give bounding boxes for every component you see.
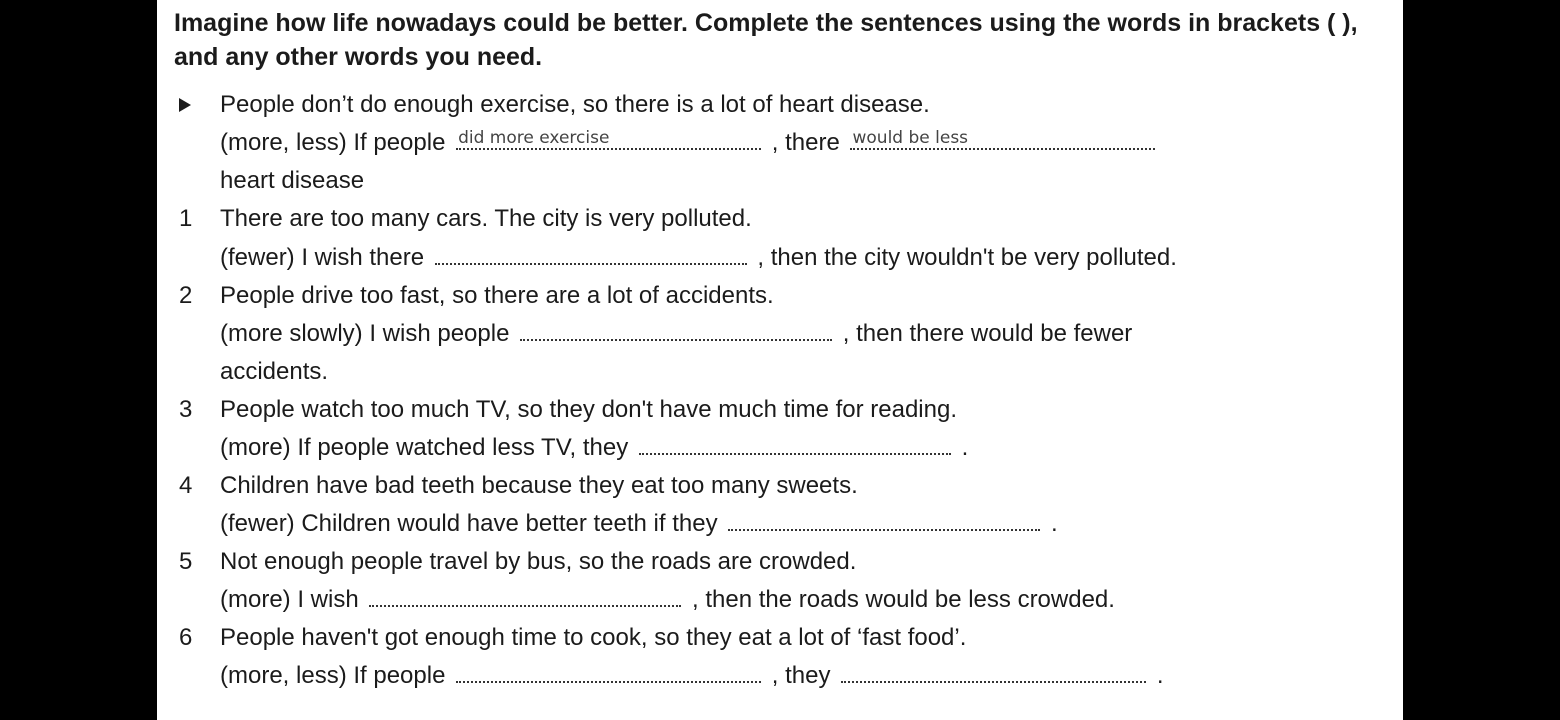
item-6-prompt — [220, 661, 1163, 691]
item-3-answer-blank[interactable] — [639, 433, 951, 455]
item-4-prompt-start: (fewer) Children would have better teeth if they — [220, 510, 718, 537]
item-1-prompt-start: (fewer) I wish there — [220, 244, 425, 271]
example-answer-blank-2[interactable] — [850, 128, 1155, 150]
item-1-answer-blank[interactable] — [435, 243, 747, 265]
item-3-prompt-end: . — [961, 434, 969, 461]
example-answer-blank-1[interactable] — [456, 128, 761, 150]
item-6-sentence: People haven't got enough time to cook, so they eat a lot of ‘fast food’. — [220, 624, 967, 651]
item-5-sentence: Not enough people travel by bus, so the roads are crowded. — [220, 548, 857, 575]
item-2-answer-blank[interactable] — [520, 319, 832, 341]
example-answer-1: did more exercise — [458, 128, 610, 148]
example-arrow-icon — [179, 98, 191, 112]
example-prompt-start: (more, less) If people — [220, 129, 446, 156]
item-number: 4 — [179, 472, 193, 499]
item-number: 6 — [179, 624, 193, 651]
item-1-prompt — [220, 243, 1177, 273]
example-prompt — [220, 128, 1159, 158]
item-number: 5 — [179, 548, 193, 575]
instructions: Imagine how life nowadays could be better. Complete the sentences using the words in brackets ( ), and any other words you need. — [174, 9, 1358, 71]
item-6-prompt-start: (more, less) If people — [220, 662, 446, 689]
item-number: 1 — [179, 205, 193, 232]
item-2-sentence: People drive too fast, so there are a lot of accidents. — [220, 282, 774, 309]
item-2-prompt — [220, 319, 1132, 349]
item-number: 3 — [179, 396, 193, 423]
item-3-prompt — [220, 433, 968, 463]
item-2-prompt-start: (more slowly) I wish people — [220, 320, 510, 347]
example-continuation: heart disease — [220, 167, 365, 194]
item-2-prompt-end: , then there would be fewer — [842, 320, 1133, 347]
item-5-prompt-end: , then the roads would be less crowded. — [692, 586, 1115, 613]
item-4-answer-blank[interactable] — [728, 509, 1040, 531]
item-number: 2 — [179, 282, 193, 309]
item-6-answer-blank-2[interactable] — [841, 661, 1146, 683]
item-5-prompt-start: (more) I wish — [220, 586, 359, 613]
item-3-sentence: People watch too much TV, so they don't have much time for reading. — [220, 396, 958, 423]
item-4-sentence: Children have bad teeth because they eat too many sweets. — [220, 472, 858, 499]
item-5-prompt — [220, 585, 1115, 615]
item-2-continuation: accidents. — [220, 358, 329, 385]
item-6-prompt-mid: , they — [771, 662, 831, 689]
example-sentence: People don’t do enough exercise, so there is a lot of heart disease. — [220, 91, 930, 118]
item-1-sentence: There are too many cars. The city is very polluted. — [220, 205, 752, 232]
item-3-prompt-start: (more) If people watched less TV, they — [220, 434, 629, 461]
item-6-answer-blank-1[interactable] — [456, 661, 761, 683]
item-6-prompt-end: . — [1156, 662, 1164, 689]
item-4-prompt-end: . — [1050, 510, 1058, 537]
example-answer-2: would be less — [852, 128, 969, 148]
example-prompt-mid: , there — [771, 129, 840, 156]
item-5-answer-blank[interactable] — [369, 585, 681, 607]
item-4-prompt — [220, 509, 1058, 539]
item-1-prompt-end: , then the city wouldn't be very polluted. — [757, 244, 1177, 271]
worksheet-page — [157, 0, 1403, 720]
